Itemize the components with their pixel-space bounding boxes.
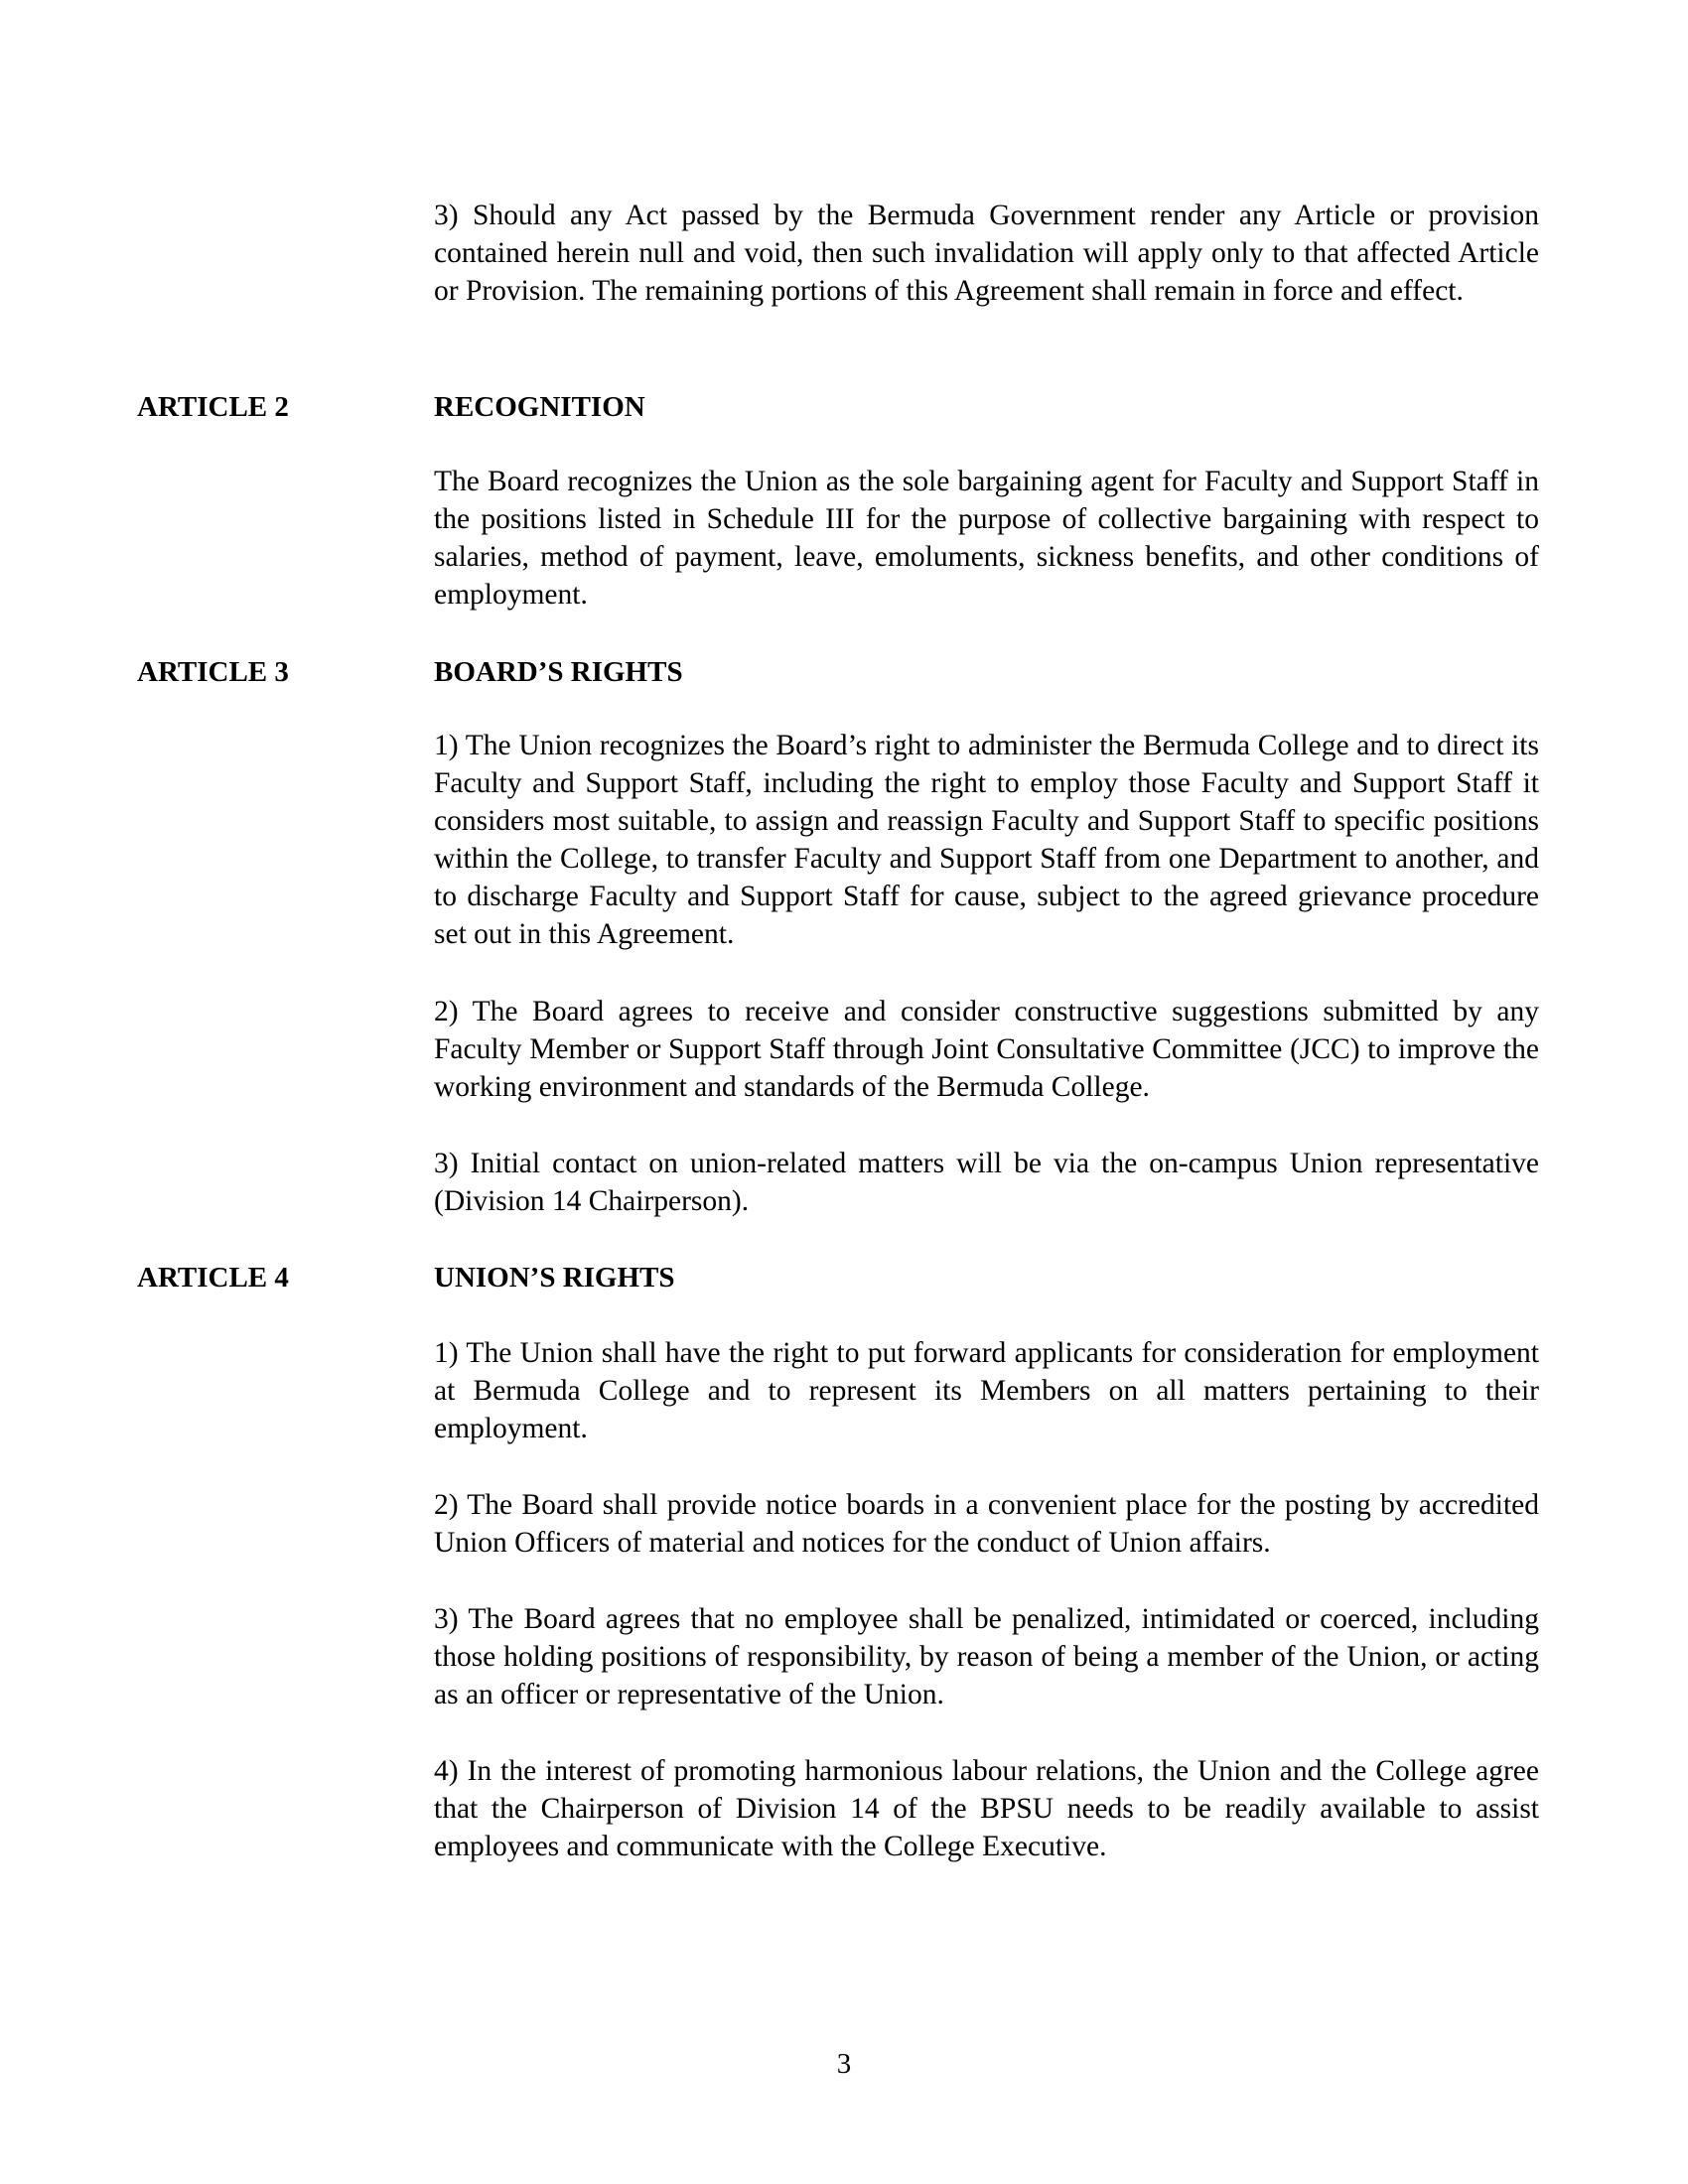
article-2-number: ARTICLE 2: [137, 391, 289, 423]
article-4-number: ARTICLE 4: [137, 1262, 289, 1294]
intro-paragraph: 3) Should any Act passed by the Bermuda Government render any Article or provision contained herein null and void, then such invalidation will apply only to that affected Article or Provision. The remaining portions of this Agreement shall remain in force and effect.: [434, 200, 1539, 307]
article-3-title: BOARD’S RIGHTS: [434, 656, 683, 688]
article-4-paragraph-3: 3) The Board agrees that no employee shall be penalized, intimidated or coerced, including those holding positions of responsibility, by reason of being a member of the Union, or acting as an officer or representative of the Union.: [434, 1603, 1539, 1710]
article-3-paragraph-2: 2) The Board agrees to receive and consider constructive suggestions submitted by any Faculty Member or Support Staff through Joint Consultative Committee (JCC) to improve the working environment and standards of the Bermuda College.: [434, 996, 1539, 1103]
article-3-paragraph-1: 1) The Union recognizes the Board’s right to administer the Bermuda College and to direct its Faculty and Support Staff, including the right to employ those Faculty and Support Staff it considers most suitable, to assign and reassign Faculty and Support Staff to specific positions within the College, to transfer Faculty and Support Staff from one Department to another, and to discharge Faculty and Support Staff for cause, subject to the agreed grievance procedure set out in this Agreement.: [434, 730, 1539, 950]
article-2-title: RECOGNITION: [434, 391, 645, 423]
article-4-paragraph-4: 4) In the interest of promoting harmonious labour relations, the Union and the College agree that the Chairperson of Division 14 of the BPSU needs to be readily available to assist employees and communicate with the College Executive.: [434, 1755, 1539, 1862]
article-2-paragraph-1: The Board recognizes the Union as the sole bargaining agent for Faculty and Support Staff in the positions listed in Schedule III for the purpose of collective bargaining with respect to salaries, method of payment, leave, emoluments, sickness benefits, and other conditions of employment.: [434, 466, 1539, 611]
page-number: 3: [836, 2048, 852, 2080]
article-4-paragraph-2: 2) The Board shall provide notice boards in a convenient place for the posting by accredited Union Officers of material and notices for the conduct of Union affairs.: [434, 1489, 1539, 1559]
article-4-paragraph-1: 1) The Union shall have the right to put forward applicants for consideration for employment at Bermuda College and to represent its Members on all matters pertaining to their employment.: [434, 1337, 1539, 1444]
article-3-number: ARTICLE 3: [137, 656, 289, 688]
article-3-paragraph-3: 3) Initial contact on union-related matters will be via the on-campus Union representative (Division 14 Chairperson).: [434, 1148, 1539, 1217]
article-4-title: UNION’S RIGHTS: [434, 1262, 675, 1294]
